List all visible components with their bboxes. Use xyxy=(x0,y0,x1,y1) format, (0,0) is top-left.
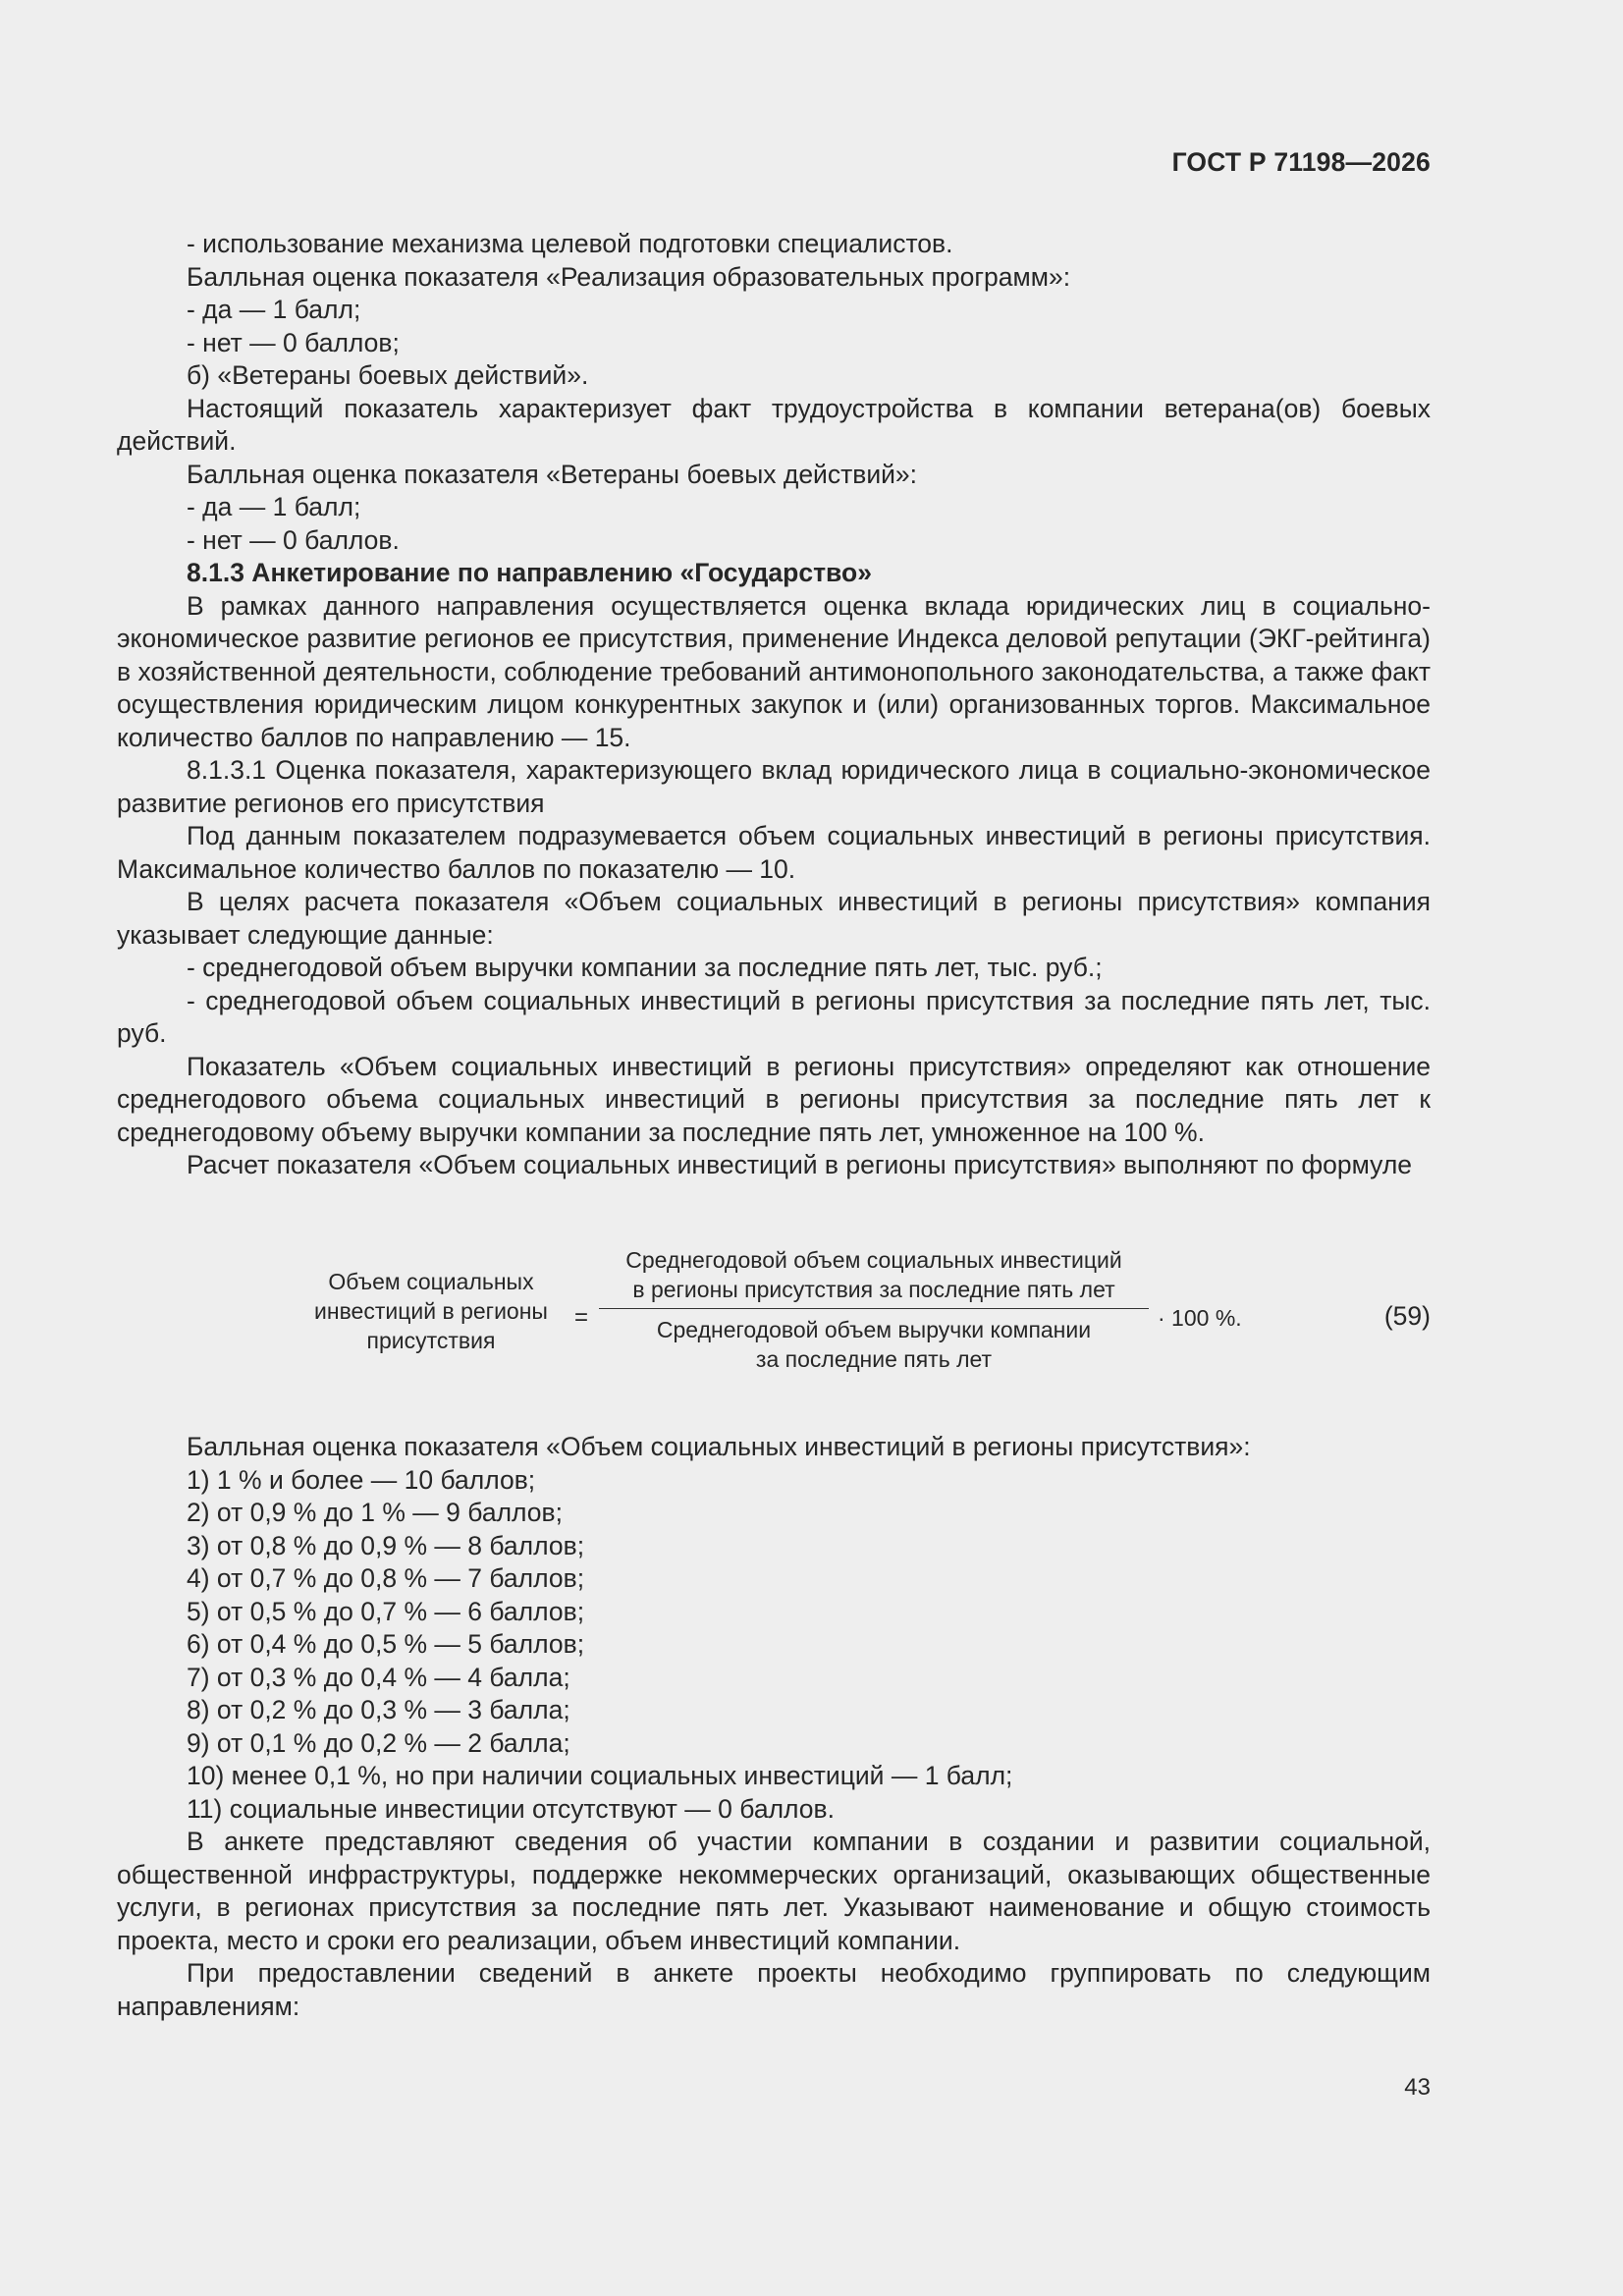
paragraph: - нет — 0 баллов; xyxy=(187,327,400,357)
paragraph: Балльная оценка показателя «Реализация образовательных программ»: xyxy=(187,261,1071,292)
formula-lhs xyxy=(298,1267,564,1355)
text-block-top xyxy=(117,228,1431,1182)
list-item: 9) от 0,1 % до 0,2 % — 2 балла; xyxy=(187,1727,570,1758)
list-item: 3) от 0,8 % до 0,9 % — 8 баллов; xyxy=(187,1530,585,1560)
paragraph: - среднегодовой объем социальных инвестиций в регионы присутствия за последние пять лет, тыс. руб. xyxy=(117,985,1431,1048)
formula-lhs-line: Объем социальных xyxy=(328,1269,534,1294)
list-item: 11) социальные инвестиции отсутствуют — 0 баллов. xyxy=(187,1793,835,1824)
paragraph: - нет — 0 баллов. xyxy=(187,524,400,555)
list-item: 4) от 0,7 % до 0,8 % — 7 баллов; xyxy=(187,1563,585,1593)
formula-fraction xyxy=(599,1245,1149,1374)
paragraph: Показатель «Объем социальных инвестиций в регионы присутствия» определяют как отношение среднегодового объема социальных инвестиций в регионы присутствия за последние пять лет к среднегодовому объему выручки компании за последние пять лет, умноженное на 100 %. xyxy=(117,1051,1431,1147)
paragraph: Расчет показателя «Объем социальных инвестиций в регионы присутствия» выполняют по формуле xyxy=(187,1150,1413,1179)
paragraph: В целях расчета показателя «Объем социальных инвестиций в регионы присутствия» компания указывает следующие данные: xyxy=(117,887,1431,950)
list-item: 10) менее 0,1 %, но при наличии социальных инвестиций — 1 балл; xyxy=(187,1761,1013,1790)
list-item: 8) от 0,2 % до 0,3 % — 3 балла; xyxy=(187,1695,570,1724)
paragraph: В рамках данного направления осуществляется оценка вклада юридических лиц в социально-экономическое развитие регионов ее присутствия, применение Индекса деловой репутации (ЭКГ-рейтинга) в хозяйственной деятельности, соблюдение требований антимонопольного законодательства, а также факт осуществления юридическим лицом конкурентных закупок и (или) организованных торгов. Максимальное количество баллов по направлению — 15. xyxy=(117,590,1431,752)
formula-denominator-line: Среднегодовой объем выручки компании xyxy=(656,1317,1092,1342)
formula-59 xyxy=(117,1245,1431,1402)
list-item: 6) от 0,4 % до 0,5 % — 5 баллов; xyxy=(187,1629,585,1659)
formula-equals-sign: = xyxy=(574,1304,589,1331)
list-item: 5) от 0,5 % до 0,7 % — 6 баллов; xyxy=(187,1596,585,1626)
paragraph: Настоящий показатель характеризует факт трудоустройства в компании ветерана(ов) боевых действий. xyxy=(117,393,1431,456)
page-number: 43 xyxy=(1404,2074,1431,2101)
text-block-bottom xyxy=(117,1431,1431,2023)
list-item: 1) 1 % и более — 10 баллов; xyxy=(187,1464,536,1495)
formula-numerator-line: в регионы присутствия за последние пять лет xyxy=(632,1277,1115,1302)
document-id-header: ГОСТ Р 71198—2026 xyxy=(1171,147,1431,177)
formula-number: (59) xyxy=(1383,1301,1431,1331)
paragraph: 8.1.3.1 Оценка показателя, характеризующего вклад юридического лица в социально-экономическое развитие регионов его присутствия xyxy=(117,755,1431,818)
section-heading: 8.1.3 Анкетирование по направлению «Государство» xyxy=(187,558,872,587)
formula-denominator xyxy=(599,1315,1149,1374)
paragraph: - да — 1 балл; xyxy=(187,492,361,521)
paragraph: В анкете представляют сведения об участии компании в создании и развитии социальной, общественной инфраструктуры, поддержке некоммерческих организаций, оказывающих общественные услуги, в регионах присутствия за последние пять лет. Указывают наименование и общую стоимость проекта, место и сроки его реализации, объем инвестиций компании. xyxy=(117,1827,1431,1955)
formula-multiplier: · 100 %. xyxy=(1158,1305,1242,1331)
list-item: 7) от 0,3 % до 0,4 % — 4 балла; xyxy=(187,1662,570,1692)
paragraph: - использование механизма целевой подготовки специалистов. xyxy=(187,229,953,258)
fraction-bar xyxy=(599,1308,1149,1309)
paragraph: - среднегодовой объем выручки компании за последние пять лет, тыс. руб.; xyxy=(187,953,1103,982)
formula-lhs-line: инвестиций в регионы xyxy=(314,1298,548,1324)
paragraph: Балльная оценка показателя «Ветераны боевых действий»: xyxy=(187,459,918,489)
formula-numerator-line: Среднегодовой объем социальных инвестиций xyxy=(625,1247,1122,1273)
formula-numerator xyxy=(599,1245,1149,1304)
paragraph: Балльная оценка показателя «Объем социальных инвестиций в регионы присутствия»: xyxy=(187,1432,1251,1461)
paragraph: - да — 1 балл; xyxy=(187,295,361,324)
paragraph: б) «Ветераны боевых действий». xyxy=(187,360,589,390)
paragraph: При предоставлении сведений в анкете проекты необходимо группировать по следующим направлениям: xyxy=(117,1958,1431,2021)
formula-lhs-line: присутствия xyxy=(366,1328,496,1353)
paragraph: Под данным показателем подразумевается объем социальных инвестиций в регионы присутствия. Максимальное количество баллов по показателю — 10. xyxy=(117,821,1431,884)
list-item: 2) от 0,9 % до 1 % — 9 баллов; xyxy=(187,1498,563,1527)
formula-denominator-line: за последние пять лет xyxy=(755,1346,993,1372)
